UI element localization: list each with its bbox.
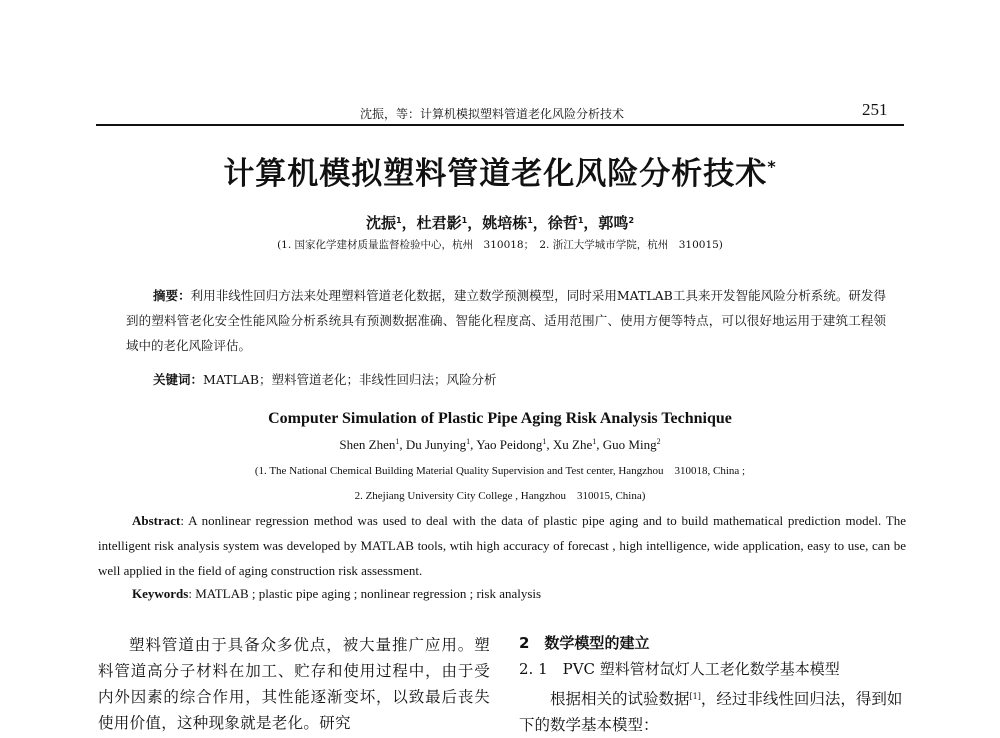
author-cn: 沈振: [365, 214, 396, 232]
author-cn-sup: 1: [396, 216, 402, 225]
abstract-en-label: Abstract: [132, 513, 181, 528]
title-cn: [0, 148, 1000, 193]
keywords-cn: [153, 370, 497, 388]
author-cn-sup: 1: [577, 216, 584, 225]
body-text-left: 塑料管道由于具备众多优点，被大量推广应用。塑料管道高分子材料在加工、贮存和使用过程中，由于受内外因素的综合作用，其性能逐渐变坏，以致最后丧失使用价值，这种现象就是老化。研究: [98, 636, 490, 732]
keywords-cn-label: 关键词：: [153, 372, 204, 387]
author-cn-sup: 2: [628, 216, 635, 225]
author-cn: 徐哲: [547, 214, 578, 232]
affiliation-en-2: 2. Zhejiang University City College , Hangzhou 310015, China): [354, 490, 646, 502]
title-en: Computer Simulation of Plastic Pipe Aging Risk Analysis Technique: [268, 410, 732, 427]
author-cn: 郭鸣: [598, 214, 629, 232]
body-text-right: [519, 684, 909, 738]
author-en: Yao Peidong: [476, 437, 543, 452]
body-text-right-part1: 根据相关的试验数据: [550, 690, 690, 708]
authors-cn: 沈振$^1$，杜君影$^1$，姚培栋$^1$，徐哲$^1$，郭鸣$^2$: [365, 214, 635, 232]
author-cn: 姚培栋: [482, 214, 528, 232]
author-cn: 杜君影: [416, 214, 462, 232]
abstract-cn: [126, 283, 886, 358]
author-en: Xu Zhe: [552, 437, 593, 452]
author-en-sup: 2: [656, 437, 661, 446]
subsection-heading: 2. 1 PVC 塑料管材氙灯人工老化数学基本模型: [519, 660, 840, 678]
author-cn-sup: 1: [461, 216, 468, 225]
citation-ref: [1]: [689, 692, 701, 701]
keywords-en-label: Keywords: [132, 586, 189, 601]
author-cn-sup: 1: [527, 216, 533, 225]
header-rule: [96, 124, 904, 126]
author-en-sup: 1: [466, 437, 471, 446]
keywords-en: [132, 586, 541, 602]
abstract-cn-text: 利用非线性回归方法来处理塑料管道老化数据，建立数学预测模型，同时采用MATLAB工具来开发智能风险分析系统。研发得到的塑料管老化安全性能风险分析系统具有预测数据准确、智能化程度高、适用范围广、使用方便等特点，可以很好地运用于建筑工程领域中的老化风险评估。: [126, 288, 886, 353]
author-en-sup: 1: [592, 437, 597, 446]
abstract-en: [98, 508, 906, 583]
author-en: Guo Ming: [602, 437, 657, 452]
abstract-en-text: : A nonlinear regression method was used to deal with the data of plastic pipe aging and to build mathematical prediction model. The intelligent risk analysis system was developed by MATLAB tools, wtih high accuracy of forecast , high intelligence, wide application, easy to use, can be well applied in the field of aging construction risk assessment.: [98, 513, 906, 578]
author-en-sup: 1: [542, 437, 547, 446]
author-en-sup: 1: [395, 437, 400, 446]
affiliation-cn: (1. 国家化学建材质量监督检验中心，杭州 310018； 2. 浙江大学城市学院，杭州 310015): [277, 239, 723, 251]
author-en: Du Junying: [405, 437, 467, 452]
authors-en: Shen Zhen$^1$, Du Junying$^1$, Yao Peidong$^1$, Xu Zhe$^1$, Guo Ming$^2$: [339, 437, 661, 452]
keywords-en-text: : MATLAB ; plastic pipe aging ; nonlinear regression ; risk analysis: [188, 586, 542, 601]
keywords-cn-text: MATLAB；塑料管道老化；非线性回归法；风险分析: [203, 372, 497, 387]
body-text-right-part2: ，经过非线性回归法，得到如下的数学基本模型：: [519, 690, 903, 734]
title-cn-text: 计算机模拟塑料管道老化风险分析技术: [223, 156, 768, 192]
page-number: 251: [862, 100, 888, 119]
abstract-cn-label: 摘要：: [153, 288, 191, 303]
author-en: Shen Zhen: [339, 437, 396, 452]
running-header: 沈振，等：计算机模拟塑料管道老化风险分析技术: [360, 107, 625, 121]
affiliation-en-1: (1. The National Chemical Building Material Quality Supervision and Test center, Hangzhou 310018, China ;: [254, 465, 746, 477]
section-heading: 2 数学模型的建立: [519, 634, 650, 652]
title-cn-footnote-mark: *: [767, 157, 777, 176]
